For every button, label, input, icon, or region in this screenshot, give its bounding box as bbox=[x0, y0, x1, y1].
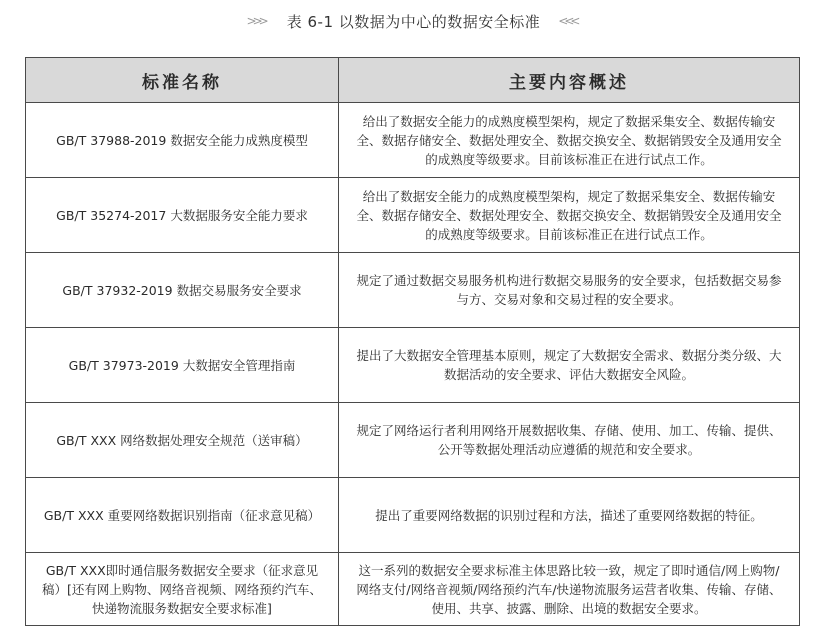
table-row bbox=[26, 328, 800, 403]
chevron-right-ornament-icon: >>> bbox=[246, 14, 265, 28]
standard-desc-cell: 这一系列的数据安全要求标准主体思路比较一致，规定了即时通信/网上购物/网络支付/网络音视频/网络预约汽车/快递物流服务运营者收集、传输、存储、使用、共享、披露、删除、出境的数据安全要求。 bbox=[339, 553, 800, 626]
standard-desc-cell: 提出了重要网络数据的识别过程和方法，描述了重要网络数据的特征。 bbox=[339, 478, 800, 553]
table-title: 表 6-1 以数据为中心的数据安全标准 bbox=[286, 12, 541, 31]
table-row bbox=[26, 253, 800, 328]
standards-table bbox=[25, 57, 800, 626]
standard-desc-cell: 规定了网络运行者利用网络开展数据收集、存储、使用、加工、传输、提供、公开等数据处理活动应遵循的规范和安全要求。 bbox=[339, 403, 800, 478]
standard-desc-cell: 给出了数据安全能力的成熟度模型架构，规定了数据采集安全、数据传输安全、数据存储安全、数据处理安全、数据交换安全、数据销毁安全及通用安全的成熟度等级要求。目前该标准正在进行试点工作。 bbox=[339, 178, 800, 253]
standard-name-cell: GB/T 35274-2017 大数据服务安全能力要求 bbox=[26, 178, 339, 253]
standard-desc-cell: 提出了大数据安全管理基本原则，规定了大数据安全需求、数据分类分级、大数据活动的安全要求、评估大数据安全风险。 bbox=[339, 328, 800, 403]
standard-name-cell: GB/T 37932-2019 数据交易服务安全要求 bbox=[26, 253, 339, 328]
standard-name-cell: GB/T 37988-2019 数据安全能力成熟度模型 bbox=[26, 103, 339, 178]
table-row bbox=[26, 403, 800, 478]
table-row bbox=[26, 103, 800, 178]
header-content-summary: 主要内容概述 bbox=[339, 58, 800, 103]
standard-desc-cell: 给出了数据安全能力的成熟度模型架构，规定了数据采集安全、数据传输安全、数据存储安全、数据处理安全、数据交换安全、数据销毁安全及通用安全的成熟度等级要求。目前该标准正在进行试点工作。 bbox=[339, 103, 800, 178]
table-header-row bbox=[26, 58, 800, 103]
standard-name-cell: GB/T 37973-2019 大数据安全管理指南 bbox=[26, 328, 339, 403]
standard-name-cell: GB/T XXX即时通信服务数据安全要求（征求意见稿）[还有网上购物、网络音视频、网络预约汽车、快递物流服务数据安全要求标准] bbox=[26, 553, 339, 626]
standard-name-cell: GB/T XXX 网络数据处理安全规范（送审稿） bbox=[26, 403, 339, 478]
table-row bbox=[26, 553, 800, 626]
standard-name-cell: GB/T XXX 重要网络数据识别指南（征求意见稿） bbox=[26, 478, 339, 553]
table-caption bbox=[0, 8, 823, 34]
table-row bbox=[26, 478, 800, 553]
chevron-left-ornament-icon: <<< bbox=[558, 14, 577, 28]
standard-desc-cell: 规定了通过数据交易服务机构进行数据交易服务的安全要求，包括数据交易参与方、交易对象和交易过程的安全要求。 bbox=[339, 253, 800, 328]
header-standard-name: 标准名称 bbox=[26, 58, 339, 103]
table-row bbox=[26, 178, 800, 253]
